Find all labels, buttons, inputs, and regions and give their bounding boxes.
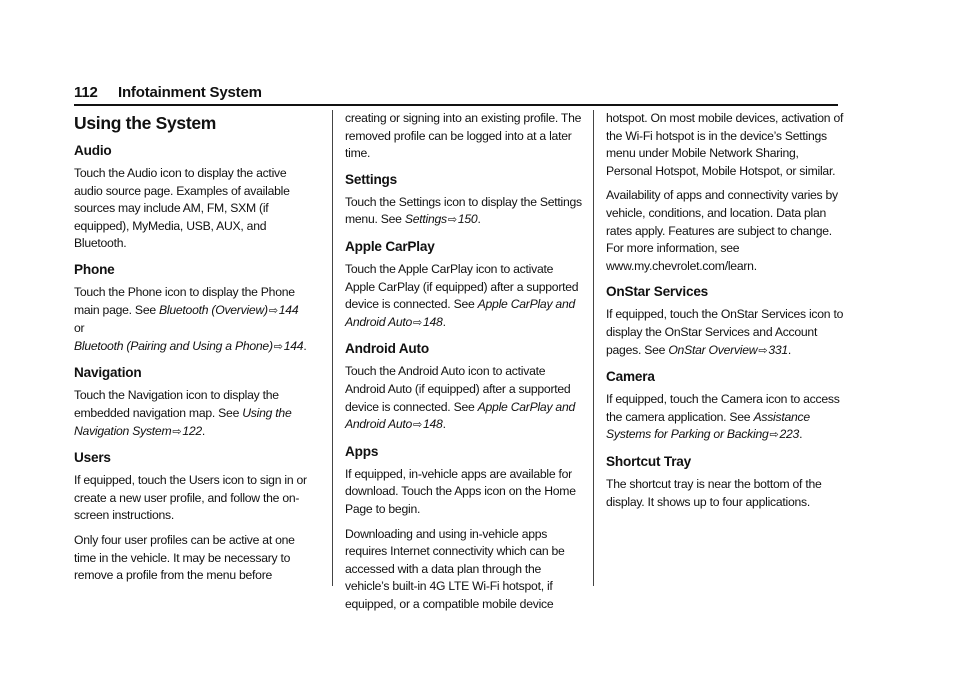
page-header [74,82,838,106]
period: . [442,314,446,329]
audio-text: Touch the Audio icon to display the active audio source page. Examples of available sources may include AM, FM, SXM (if equipped), MyMedia, USB, AUX, and Bluetooth. [74,166,290,251]
navigation-text [74,387,314,441]
ref-bluetooth-overview[interactable]: Bluetooth (Overview) [159,302,268,317]
phone-text-body: Touch the Phone icon to display the Phone main page. See [74,284,295,317]
camera-text-body: If equipped, touch the Camera icon to access the camera application. See [606,392,840,424]
onstar-text [606,306,846,360]
column-2 [345,110,585,620]
page-arrow-icon: ⇨ [769,429,779,442]
column-1 [74,108,314,592]
shortcut-text: The shortcut tray is near the bottom of the display. It shows up to four applications. [606,476,822,509]
page-arrow-icon: ⇨ [413,316,422,329]
page-title: Using the System [74,113,217,133]
period: . [477,212,481,227]
ref-settings[interactable]: Settings [404,212,447,227]
period: . [442,417,446,432]
period: . [799,427,803,442]
settings-text [345,194,585,230]
heading-camera: Camera [606,369,655,385]
ref-using-navigation[interactable]: Using the Navigation System [74,405,292,438]
carplay-text-body: Touch the Apple CarPlay icon to activate Apple CarPlay (if equipped) after a supported device is connected. See [345,261,579,312]
users-text-1: If equipped, touch the Users icon to sign in or create a new user profile, and follow the on-screen instructions. [74,473,307,523]
ref-carplay-android[interactable]: Apple CarPlay and Android Auto [345,399,576,432]
page-ref[interactable]: 144 [283,338,304,353]
page-arrow-icon: ⇨ [447,214,457,227]
onstar-text-body: If equipped, touch the OnStar Services icon to display the OnStar Services and Account pages. See [606,307,844,357]
section-title: Infotainment System [118,84,262,101]
android-text-body: Touch the Android Auto icon to activate Android Auto (if equipped) after a supported device is connected. See [345,364,571,414]
page-ref[interactable]: 122 [182,423,202,438]
page-arrow-icon: ⇨ [273,340,283,353]
carplay-text [345,261,585,332]
page-arrow-icon: ⇨ [758,344,768,357]
page-ref[interactable]: 223 [779,427,800,442]
page-ref[interactable]: 150 [457,212,478,227]
phone-text [74,284,314,356]
page-ref[interactable]: 148 [422,314,443,329]
column-divider [593,110,594,586]
page-ref[interactable]: 144 [278,302,299,317]
page-number: 112 [74,84,98,101]
page-arrow-icon: ⇨ [268,304,278,317]
column-3 [606,110,846,518]
ref-onstar-overview[interactable]: OnStar Overview [668,342,758,357]
heading-settings: Settings [345,171,398,187]
heading-phone: Phone [74,261,115,277]
or-text: or [74,321,85,336]
column-divider [332,110,333,586]
page-arrow-icon: ⇨ [172,425,182,438]
android-text [345,363,585,434]
apps-text-2: Downloading and using in-vehicle apps requires Internet connectivity which can be accessed with a data plan through the vehicle’s built-in 4G LTE Wi-Fi hotspot, if equipped, or a compatible mobile device [345,526,565,611]
heading-onstar-services: OnStar Services [606,284,709,300]
ref-assistance-systems[interactable]: Assistance Systems for Parking or Backing [606,409,810,442]
period: . [787,342,792,357]
heading-apps: Apps [345,443,379,459]
settings-text-body: Touch the Settings icon to display the Settings menu. See [345,194,582,227]
apps-text-continued: hotspot. On most mobile devices, activation of the Wi-Fi hotspot is in the device’s Settings menu under Mobile Network Sharing, Personal Hotspot, Mobile Hotspot, or similar. [606,111,844,178]
ref-bluetooth-pairing[interactable]: Bluetooth (Pairing and Using a Phone) [74,338,273,353]
heading-shortcut-tray: Shortcut Tray [606,453,692,469]
heading-users: Users [74,450,111,466]
page-ref[interactable]: 148 [422,417,443,432]
availability-text: Availability of apps and connectivity varies by vehicle, conditions, and location. Data plan rates apply. Features are subject to change. For more information, see www.my.chevrolet.com/learn. [606,188,838,273]
navigation-text-body: Touch the Navigation icon to display the embedded navigation map. See [74,388,279,420]
apps-text-1: If equipped, in-vehicle apps are available for download. Touch the Apps icon on the Home Page to begin. [345,466,576,516]
page-ref[interactable]: 331 [768,342,788,357]
ref-carplay-android[interactable]: Apple CarPlay and Android Auto [345,297,576,329]
heading-android-auto: Android Auto [345,341,429,357]
period: . [201,423,206,438]
heading-apple-carplay: Apple CarPlay [345,238,435,254]
users-text-continued: creating or signing into an existing profile. The removed profile can be logged into at a later time. [345,111,582,161]
camera-text [606,391,846,445]
heading-navigation: Navigation [74,365,142,381]
period: . [303,338,307,353]
users-text-2: Only four user profiles can be active at one time in the vehicle. It may be necessary to remove a profile from the menu before [74,532,295,583]
page-arrow-icon: ⇨ [413,419,422,432]
heading-audio: Audio [74,143,112,158]
